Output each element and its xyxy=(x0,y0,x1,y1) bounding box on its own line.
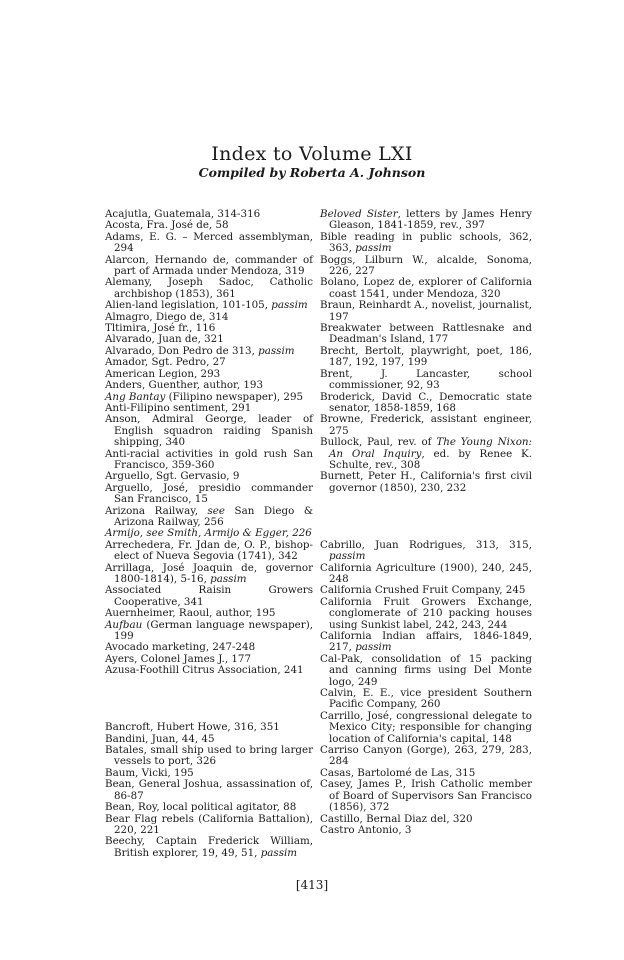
letter-break xyxy=(320,494,532,540)
index-entry: Baum, Vicki, 195 xyxy=(105,766,194,779)
index-entry: Acosta, Fra. José de, 58 xyxy=(105,219,229,232)
index-entry: Breakwater between Rattlesnake and Deadman's Island, 177 xyxy=(320,322,532,346)
index-entry: Armijo, see Smith, Armijo & Egger, 226 xyxy=(105,527,312,540)
index-entry: Bear Flag rebels (California Battalion), 220, 221 xyxy=(105,812,313,836)
index-entry: Beechy, Captain Frederick William, British explorer, 19, 49, 51, passim xyxy=(105,835,313,859)
index-entry: Casey, James P., Irish Catholic member of Board of Supervisors San Francisco (1856), 372 xyxy=(320,778,532,814)
index-entry: Azusa-Foothill Citrus Association, 241 xyxy=(105,664,304,677)
index-entry: Casas, Bartolomé de Las, 315 xyxy=(320,766,476,779)
index-column-left xyxy=(105,209,313,859)
index-entry: Acajutla, Guatemala, 314-316 xyxy=(105,208,261,220)
index-entry: Cal-Pak, consolidation of 15 packing and canning firms using Del Monte logo, 249 xyxy=(320,652,532,688)
page-title: Index to Volume LXI xyxy=(211,143,413,165)
index-entry: Ayers, Colonel James J., 177 xyxy=(105,652,252,665)
index-entry: California Indian affairs, 1846-1849, 217, passim xyxy=(320,630,532,654)
index-column-right xyxy=(320,209,532,836)
index-entry: Avocado marketing, 247-248 xyxy=(105,641,256,654)
index-entry: Anson, Admiral George, leader of English squadron raiding Spanish shipping, 340 xyxy=(105,413,313,449)
index-entry: Bullock, Paul, rev. of The Young Nixon: An Oral Inquiry, ed. by Renee K. Schulte, rev., 308 xyxy=(320,436,532,471)
index-entry: Burnett, Peter H., California's first civil governor (1850), 230, 232 xyxy=(320,470,532,494)
index-entry: Browne, Frederick, assistant engineer, 275 xyxy=(320,413,532,437)
index-entry: Associated Raisin Growers Cooperative, 341 xyxy=(105,584,313,608)
index-entry: Brecht, Bertolt, playwright, poet, 186, 187, 192, 197, 199 xyxy=(320,344,532,369)
index-entry: Amador, Sgt. Pedro, 27 xyxy=(105,356,226,369)
index-entry: Braun, Reinhardt A., novelist, journalist, 197 xyxy=(320,299,532,323)
index-entry: Alvarado, Don Pedro de 313, passim xyxy=(105,344,295,357)
index-entry: Alien-land legislation, 101-105, passim xyxy=(105,299,308,312)
index-entry: Castro Antonio, 3 xyxy=(320,823,412,836)
index-entry: Cabrillo, Juan Rodrigues, 313, 315, passim xyxy=(320,538,532,563)
index-entry: Anti-racial activities in gold rush San Francisco, 359-360 xyxy=(105,447,313,471)
index-entry: Arizona Railway, see San Diego & Arizona Railway, 256 xyxy=(105,504,313,528)
index-entry: Tltimira, José fr., 116 xyxy=(105,322,216,335)
index-entry: Bancroft, Hubert Howe, 316, 351 xyxy=(105,721,280,734)
index-entry: Alemany, Joseph Sadoc, Catholic archbishop (1853), 361 xyxy=(105,276,313,300)
index-entry: Ang Bantay (Filipino newspaper), 295 xyxy=(105,390,304,403)
index-entry: California Fruit Growers Exchange, conglomerate of 210 packing houses using Sunkist label, 242, 243, 244 xyxy=(320,595,532,631)
index-entry: American Legion, 293 xyxy=(105,367,221,380)
index-entry: Calvin, E. E., vice president Southern Pacific Company, 260 xyxy=(320,687,532,711)
index-entry: Bolano, Lopez de, explorer of California coast 1541, under Mendoza, 320 xyxy=(320,276,532,300)
index-entry: Arrillaga, José Joaquin de, governor 1800-1814), 5-16, passim xyxy=(105,561,313,585)
index-entry: Anders, Guenther, author, 193 xyxy=(105,379,264,392)
index-entry: Broderick, David C., Democratic state senator, 1858-1859, 168 xyxy=(320,390,532,414)
index-entry: Beloved Sister, letters by James Henry Gleason, 1841-1859, rev., 397 xyxy=(320,208,532,232)
index-entry: Batales, small ship used to bring larger vessels to port, 326 xyxy=(105,744,313,768)
compiler-credit: Compiled by Roberta A. Johnson xyxy=(198,165,426,180)
index-entry: Auernheimer, Raoul, author, 195 xyxy=(105,607,276,620)
index-entry: Bean, Roy, local political agitator, 88 xyxy=(105,801,297,814)
letter-break xyxy=(105,677,313,723)
index-entry: Arguello, José, presidio commander San Francisco, 15 xyxy=(105,481,313,506)
index-entry: Bandini, Juan, 44, 45 xyxy=(105,732,215,745)
index-entry: California Crushed Fruit Company, 245 xyxy=(320,584,526,597)
index-entry: Carrillo, José, congressional delegate to Mexico City; responsible for changing location of California's capital, 148 xyxy=(320,709,532,745)
index-entry: Brent, J. Lancaster, school commissioner, 92, 93 xyxy=(320,367,532,392)
index-entry: Arrechedera, Fr. Jdan de, O. P., bishop-elect of Nueva Segovia (1741), 342 xyxy=(105,538,313,563)
index-entry: Carriso Canyon (Gorge), 263, 279, 283, 284 xyxy=(320,744,532,768)
index-entry: Aufbau (German language newspaper), 199 xyxy=(105,618,313,643)
index-entry: Bean, General Joshua, assassination of, 86-87 xyxy=(105,778,313,802)
index-entry: California Agriculture (1900), 240, 245, 248 xyxy=(320,561,532,585)
index-entry: Castillo, Bernal Diaz del, 320 xyxy=(320,812,473,825)
index-entry: Adams, E. G. – Merced assemblyman, 294 xyxy=(105,230,313,255)
index-entry: Alarcon, Hernando de, commander of part of Armada under Mendoza, 319 xyxy=(105,253,313,278)
index-entry: Boggs, Lilburn W., alcalde, Sonoma, 226, 227 xyxy=(320,253,532,278)
index-entry: Anti-Filipino sentiment, 291 xyxy=(105,401,252,414)
index-entry: Bible reading in public schools, 362, 363, passim xyxy=(320,230,532,255)
index-entry: Almagro, Diego de, 314 xyxy=(105,310,229,323)
index-entry: Alvarado, Juan de, 321 xyxy=(105,333,224,346)
page-number: [413] xyxy=(295,878,329,892)
index-entry: Arguello, Sgt. Gervasio, 9 xyxy=(105,470,240,483)
